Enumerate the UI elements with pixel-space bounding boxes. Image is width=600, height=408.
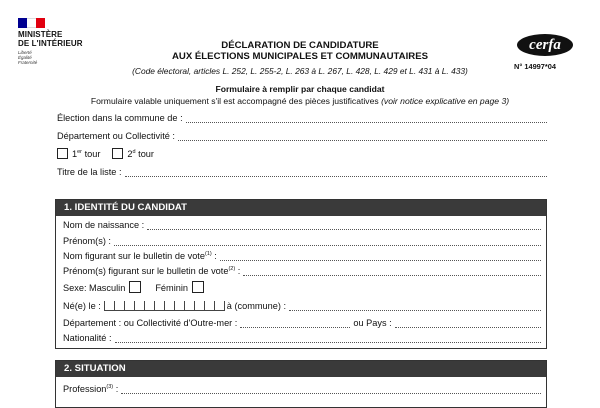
prenoms-field[interactable]: [63, 236, 541, 246]
tour2-checkbox[interactable]: [112, 148, 123, 159]
motto-egalite: Égalité: [18, 55, 32, 60]
nom-bulletin-input[interactable]: [220, 253, 541, 261]
ministry-line2: DE L'INTÉRIEUR: [18, 39, 83, 48]
nom-naissance-field[interactable]: [63, 220, 541, 230]
nationalite-field[interactable]: [63, 333, 541, 343]
nationalite-label: Nationalité :: [63, 333, 112, 343]
form-subtitle-note: (voir notice explicative en page 3): [381, 96, 510, 106]
nom-bulletin-label: Nom figurant sur le bulletin de vote$^{(1)}$ :: [63, 250, 217, 261]
commune-naissance-input[interactable]: [289, 303, 541, 311]
motto: [18, 50, 37, 65]
motto-fraternite: Fraternité: [18, 60, 38, 65]
prenoms-bulletin-field[interactable]: [63, 266, 541, 276]
masculin-checkbox[interactable]: [129, 281, 141, 293]
legal-reference: (Code électoral, articles L. 252, L. 255-2, L. 263 à L. 267, L. 428, L. 429 et L. 431 à L. 433): [132, 66, 468, 76]
prenoms-input[interactable]: [114, 238, 541, 246]
profession-field[interactable]: [63, 384, 541, 394]
profession-input[interactable]: [121, 386, 541, 394]
prenoms-bulletin-label: Prénom(s) figurant sur le bulletin de vote$^{(2)}$ :: [63, 265, 241, 276]
sexe-feminin-label: Féminin: [155, 283, 188, 293]
commune-label: Élection dans la commune de :: [57, 113, 183, 123]
departement-naissance-input[interactable]: [240, 320, 350, 328]
cerfa-number: N° 14997*04: [514, 62, 556, 71]
cerfa-logo: cerfa: [517, 34, 573, 56]
departement-field[interactable]: [57, 131, 547, 141]
nom-bulletin-field[interactable]: [63, 251, 541, 261]
departement-naissance-label: Département : ou Collectivité d'Outre-mer :: [63, 318, 238, 328]
nom-naissance-label: Nom de naissance :: [63, 220, 145, 230]
sexe-masculin-label: Sexe: Masculin: [63, 283, 126, 293]
profession-label: Profession$^{(3)}$ :: [63, 383, 119, 394]
form-title: Formulaire à remplir par chaque candidat: [215, 84, 385, 94]
departement-input-line[interactable]: [178, 133, 547, 141]
motto-liberte: Liberté: [18, 50, 32, 55]
flag-red: [36, 18, 45, 28]
ne-le-label: Né(e) le :: [63, 301, 101, 311]
ministry-line1: MINISTÈRE: [18, 30, 63, 39]
section1-title: 1. IDENTITÉ DU CANDIDAT: [56, 200, 546, 216]
nationalite-input[interactable]: [115, 335, 541, 343]
tour1-checkbox[interactable]: [57, 148, 68, 159]
commune-field[interactable]: [57, 113, 547, 123]
republique-francaise-flag: [18, 18, 45, 28]
departement-naissance-field[interactable]: [63, 318, 541, 328]
flag-blue: [18, 18, 27, 28]
pays-input[interactable]: [395, 320, 541, 328]
naissance-field[interactable]: [63, 301, 541, 311]
date-naissance-boxes[interactable]: [104, 301, 225, 311]
departement-label: Département ou Collectivité :: [57, 131, 175, 141]
prenoms-bulletin-input[interactable]: [243, 268, 541, 276]
feminin-checkbox[interactable]: [192, 281, 204, 293]
flag-white: [27, 18, 36, 28]
ministry-name: [18, 30, 83, 48]
form-subtitle: [0, 96, 600, 106]
liste-input-line[interactable]: [125, 169, 547, 177]
tour2-label: 2$^d$ tour: [127, 148, 154, 159]
liste-field[interactable]: [57, 167, 547, 177]
pays-label: ou Pays :: [353, 318, 392, 328]
document-title-line1: DÉCLARATION DE CANDIDATURE: [221, 40, 379, 51]
section2-title: 2. SITUATION: [56, 361, 546, 377]
form-subtitle-text: Formulaire valable uniquement s'il est accompagné des pièces justificatives: [90, 96, 379, 106]
tour-checkboxes: [57, 148, 257, 159]
document-title-line2: AUX ÉLECTIONS MUNICIPALES ET COMMUNAUTAIRES: [171, 51, 428, 62]
prenoms-label: Prénom(s) :: [63, 236, 111, 246]
nom-naissance-input[interactable]: [147, 222, 541, 230]
liste-label: Titre de la liste :: [57, 167, 122, 177]
sexe-field: [63, 281, 363, 293]
commune-naissance-label: à (commune) :: [226, 301, 287, 311]
tour1-label: 1er tour: [72, 148, 101, 159]
commune-input-line[interactable]: [186, 115, 547, 123]
